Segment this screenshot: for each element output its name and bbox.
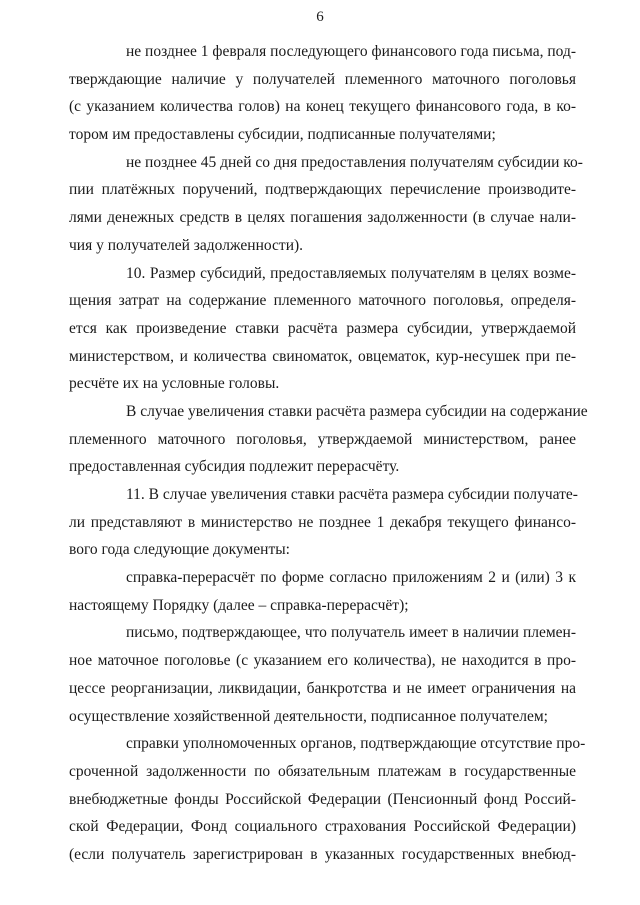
text-line: 10. Размер субсидий, предоставляемых получателям в целях возме- (126, 264, 576, 282)
text-line: ется как произведение ставки расчёта размера субсидии, утверждаемой (69, 319, 576, 337)
text-line: ресчёте их на условные головы. (69, 375, 280, 393)
text-line: ли представляют в министерство не позднее 1 декабря текущего финансо- (69, 513, 576, 531)
text-line: осуществление хозяйственной деятельности, подписанное получателем; (69, 707, 548, 725)
text-line: сроченной задолженности по обязательным платежам в государственные (69, 762, 576, 780)
text-line: внебюджетные фонды Российской Федерации (Пенсионный фонд Россий- (69, 790, 576, 808)
text-line: справка-перерасчёт по форме согласно приложениям 2 и (или) 3 к (126, 569, 576, 587)
text-line: не позднее 1 февраля последующего финансового года письма, под- (126, 43, 576, 60)
text-line: чия у получателей задолженности). (69, 236, 304, 254)
text-line: справки уполномоченных органов, подтверждающие отсутствие про- (126, 735, 586, 753)
text-line: тверждающие наличие у получателей племенного маточного поголовья (69, 70, 576, 88)
text-line: вого года следующие документы: (69, 541, 290, 559)
text-line: пии платёжных поручений, подтверждающих перечисление производите- (69, 181, 576, 199)
text-line: предоставленная субсидия подлежит перерасчёту. (69, 458, 400, 476)
text-line: (с указанием количества голов) на конец текущего финансового года, в ко- (69, 98, 576, 116)
text-line: письмо, подтверждающее, что получатель имеет в наличии племен- (126, 624, 576, 642)
text-line: ное маточное поголовье (с указанием его количества), не находится в про- (69, 652, 576, 670)
text-line: лями денежных средств в целях погашения задолженности (в случае нали- (69, 209, 576, 227)
text-line: не позднее 45 дней со дня предоставления получателям субсидии ко- (126, 153, 583, 171)
text-line: 11. В случае увеличения ставки расчёта размера субсидии получате- (126, 486, 578, 503)
text-line: цессе реорганизации, ликвидации, банкротства и не имеет ограничения на (69, 679, 576, 697)
text-line: министерством, и количества свиноматок, овцематок, кур-несушек при пе- (69, 347, 576, 365)
text-line: (если получатель зарегистрирован в указанных государственных внебюд- (69, 845, 576, 863)
text-line: ской Федерации, Фонд социального страхования Российской Федерации) (69, 818, 576, 836)
text-line: тором им предоставлены субсидии, подписанные получателями; (69, 126, 496, 144)
document-body (69, 38, 588, 869)
page-number: 6 (316, 9, 324, 25)
text-line: В случае увеличения ставки расчёта размера субсидии на содержание (126, 402, 588, 420)
text-line: щения затрат на содержание племенного маточного поголовья, определя- (69, 292, 576, 310)
text-line: племенного маточного поголовья, утверждаемой министерством, ранее (69, 430, 576, 448)
text-line: настоящему Порядку (далее – справка-перерасчёт); (69, 596, 409, 614)
